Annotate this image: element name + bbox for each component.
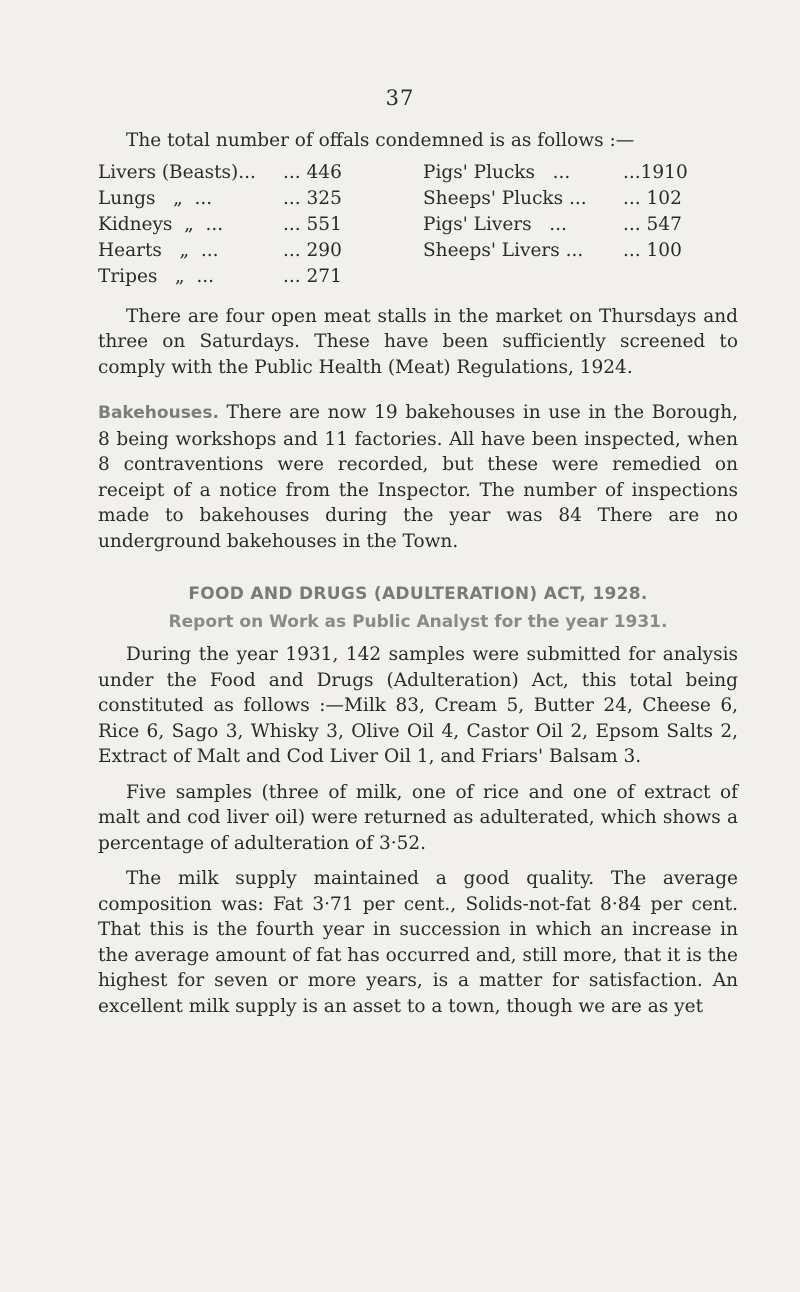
offal-count: ... 102 [623,187,682,209]
offal-item: Lungs „ ... [98,187,213,209]
offal-row [423,160,738,186]
meat-stalls-paragraph: There are four open meat stalls in the market on Thursdays and three on Saturdays. These have been sufficiently screened to comply with the Public Health (Meat) Regulations, 1924. [98,305,738,378]
offal-item: Livers (Beasts)... [98,161,262,183]
offal-row [98,160,423,186]
offal-row [423,186,738,212]
offal-count: ... 100 [623,239,682,261]
milk-supply-paragraph: The milk supply maintained a good quality. The average composition was: Fat 3·71 per cent., Solids-not-fat 8·84 per cent. That this is the fourth year in succession in which an increase in the average amount of fat has occurred and, still more, that it is the highest for seven or more years, is a matter for satisfaction. An excellent milk supply is an asset to a town, though we are as yet [98,868,738,1017]
act-heading-block [98,580,738,636]
offal-count: ... 271 [283,265,342,287]
page-content [98,128,738,1019]
offal-item: Tripes „ ... [98,265,215,287]
offal-row [98,238,423,264]
offal-item: Sheeps' Livers ... [423,239,584,261]
offals-column-left [98,160,423,290]
report-heading: Report on Work as Public Analyst for the year 1931. [168,612,668,632]
offal-row [98,212,423,238]
offal-count: ... 547 [623,213,682,235]
offal-row [423,212,738,238]
offal-count: ... 325 [283,187,342,209]
offal-item: Hearts „ ... [98,239,219,261]
samples-paragraph: During the year 1931, 142 samples were submitted for analysis under the Food and Drugs (Adulteration) Act, this total being constituted as follows :—Milk 83, Cream 5, Butter 24, Cheese 6, Rice 6, Sago 3, Whisky 3, Olive Oil 4, Castor Oil 2, Epsom Salts 2, Extract of Malt and Cod Liver Oil 1, and Friars' Balsam 3. [98,644,738,767]
bakehouses-paragraph [98,400,738,554]
offal-row [423,238,738,264]
act-heading: FOOD AND DRUGS (ADULTERATION) ACT, 1928. [188,584,648,604]
bakehouses-text: There are now 19 bakehouses in use in the Borough, 8 being workshops and 11 factories. All have been inspected, when 8 contraventions were recorded, but these were remedied on receipt of a notice from the Inspector. The number of inspections made to bakehouses during the year was 84 There are no underground bakehouses in the Town. [98,402,738,552]
page-number: 37 [385,86,415,110]
offal-item: Kidneys „ ... [98,213,224,235]
offal-item: Sheeps' Plucks ... [423,187,587,209]
offal-count: ... 446 [283,161,342,183]
offals-intro: The total number of offals condemned is as follows :— [126,130,635,151]
offal-count: ... 290 [283,239,342,261]
adulteration-paragraph: Five samples (three of milk, one of rice and one of extract of malt and cod liver oil) were returned as adulterated, which shows a percentage of adulteration of 3·52. [98,781,738,854]
offal-item: Pigs' Plucks ... [423,161,571,183]
offal-row [98,186,423,212]
offals-column-right [423,160,738,290]
offal-count: ...1910 [623,161,688,183]
bakehouses-heading: Bakehouses. [98,403,219,423]
offal-item: Pigs' Livers ... [423,213,567,235]
offal-row [98,264,423,290]
offals-table [98,160,738,290]
offal-count: ... 551 [283,213,342,235]
